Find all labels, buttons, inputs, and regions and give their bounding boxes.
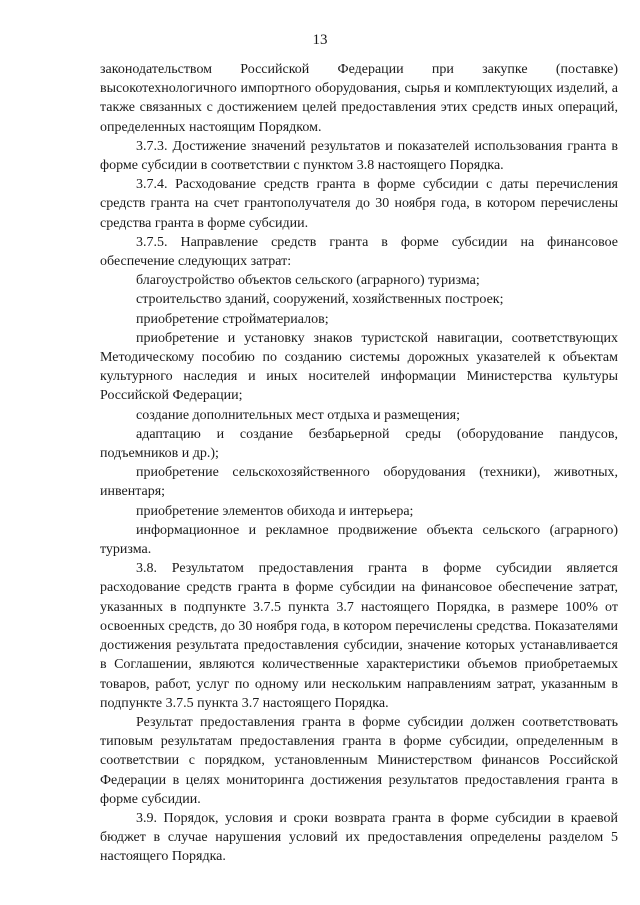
cost-item: приобретение и установку знаков туристской навигации, соответствующих Методическому пособию по созданию системы дорожных указателей к объектам культурного наследия и иных носителей информации Министерства культуры Российской Федерации;: [100, 330, 618, 404]
cost-item: приобретение элементов обихода и интерьера;: [136, 503, 414, 519]
paragraph-continuation: законодательством Российской Федерации при закупке (поставке) высокотехнологичного импортного оборудования, сырья и комплектующих изделий, а также связанных с достижением целей предоставления этих средств иных операций, определенных настоящим Порядком.: [100, 62, 618, 135]
cost-item: адаптацию и создание безбарьерной среды (оборудование пандусов, подъемников и др.);: [100, 426, 618, 462]
paragraph-result: Результат предоставления гранта в форме субсидии должен соответствовать типовым результатам предоставления гранта в форме субсидии, определенным в соответствии с порядком, установленным Министерством финансов Российской Федерации в целях мониторинга достижения результатов предоставления гранта в форме субсидии.: [100, 714, 618, 807]
page-number: 13: [312, 32, 328, 48]
paragraph-3-8: 3.8. Результатом предоставления гранта в форме субсидии является расходование средств гранта в форме субсидии на финансовое обеспечение затрат, указанных в подпункте 3.7.5 пункта 3.7 настоящего Порядка, в размере 100% от освоенных средств, до 30 ноября года, в котором перечислены средства. Показателями достижения результата предоставления субсидии, значение которых устанавливается в Соглашении, являются количественные характеристики объемов приобретаемых товаров, работ, услуг по одному или нескольким направлениям затрат, указанным в подпункте 3.7.5 пункта 3.7 настоящего Порядка.: [100, 561, 618, 711]
cost-item: создание дополнительных мест отдыха и размещения;: [136, 407, 461, 423]
cost-item: информационное и рекламное продвижение объекта сельского (аграрного) туризма.: [100, 522, 618, 558]
paragraph-3-7-3: 3.7.3. Достижение значений результатов и показателей использования гранта в форме субсидии в соответствии с пунктом 3.8 настоящего Порядка.: [100, 138, 618, 174]
document-body: [100, 60, 618, 867]
paragraph-3-7-4: 3.7.4. Расходование средств гранта в форме субсидии с даты перечисления средств гранта на счет грантополучателя до 30 ноября года, в котором перечислены средства гранта в форме субсидии.: [100, 177, 618, 231]
paragraph-3-7-5: 3.7.5. Направление средств гранта в форме субсидии на финансовое обеспечение следующих затрат:: [100, 234, 618, 270]
cost-item: приобретение сельскохозяйственного оборудования (техники), животных, инвентаря;: [100, 465, 618, 500]
cost-item: благоустройство объектов сельского (аграрного) туризма;: [136, 273, 480, 289]
cost-item: приобретение стройматериалов;: [136, 311, 329, 327]
cost-item: строительство зданий, сооружений, хозяйственных построек;: [136, 292, 504, 308]
paragraph-3-9: 3.9. Порядок, условия и сроки возврата гранта в форме субсидии в краевой бюджет в случае нарушения условий их предоставления определены разделом 5 настоящего Порядка.: [100, 810, 618, 865]
